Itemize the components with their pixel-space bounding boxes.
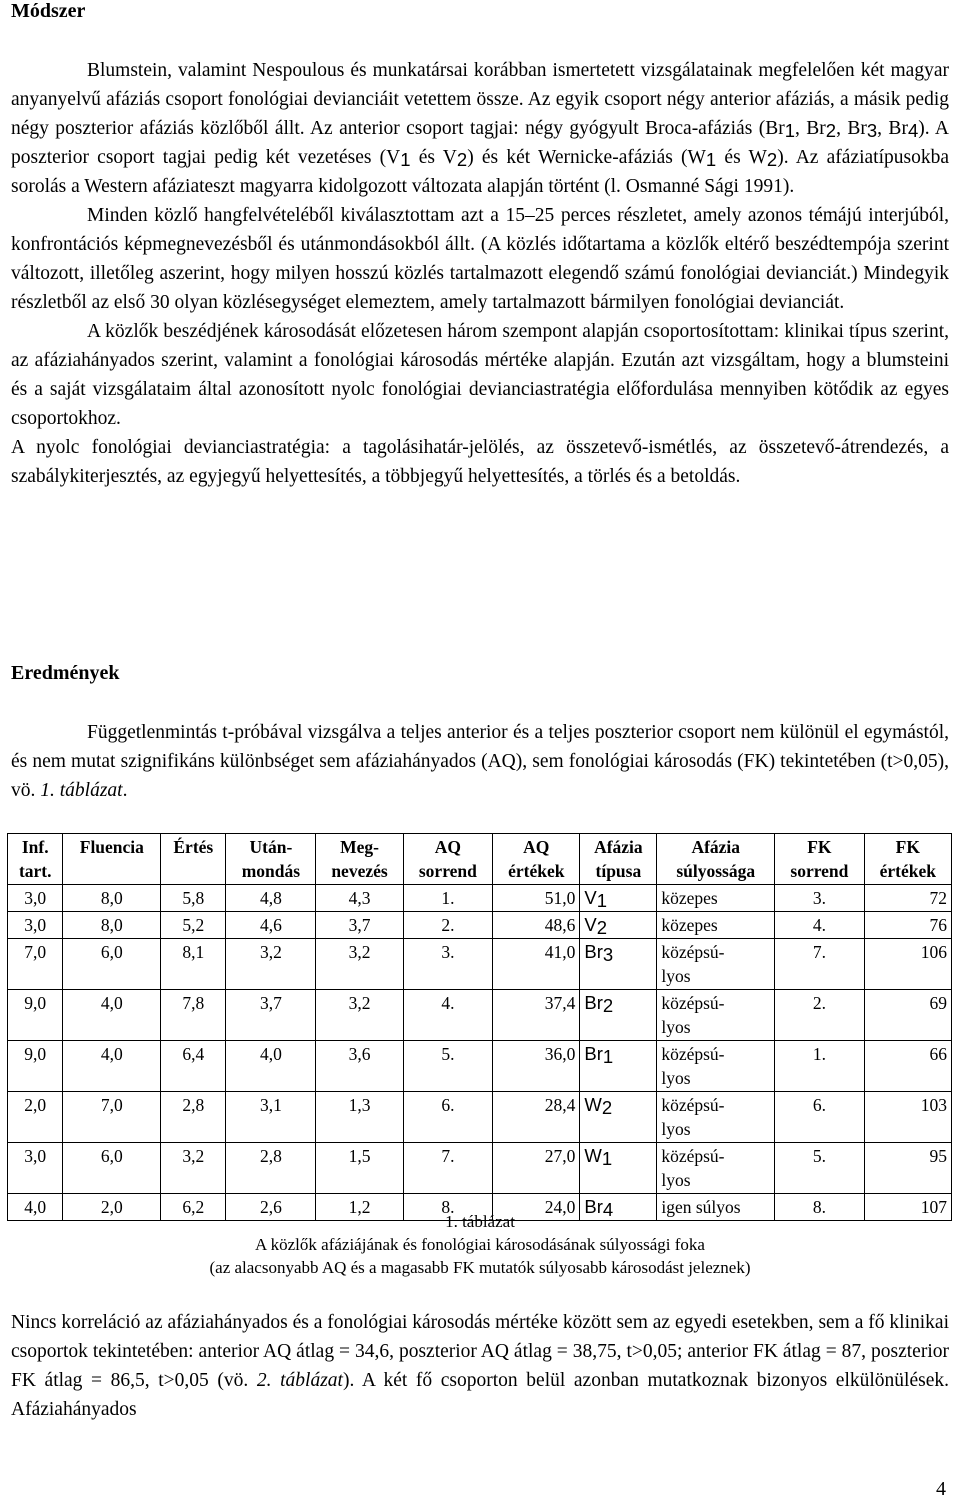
table-cell: 8,1 <box>161 939 226 990</box>
aphasia-type-cell <box>580 1041 657 1092</box>
table-cell: 6,0 <box>63 939 161 990</box>
table-cell: 4,8 <box>226 885 316 912</box>
column-header-line: FK <box>807 837 832 857</box>
severity-cell <box>657 939 775 990</box>
results-text <box>11 1308 949 1424</box>
column-header-line: típusa <box>595 861 642 881</box>
table-cell: 7,0 <box>8 939 63 990</box>
column-header <box>864 834 951 885</box>
table-caption-title: A közlők afáziájának és fonológiai károsodásának súlyossági foka <box>255 1235 705 1254</box>
aphasia-type-label: V <box>584 887 597 908</box>
table-cell: 4,6 <box>226 912 316 939</box>
column-header-line: Afázia <box>594 837 643 857</box>
table-row <box>8 990 952 1041</box>
fk-value-cell: 95 <box>864 1143 951 1194</box>
aq-rank-cell: 4. <box>403 990 492 1041</box>
severity-line: lyos <box>661 1119 691 1139</box>
column-header-line: nevezés <box>331 861 388 881</box>
table-cell: 6,2 <box>161 1194 226 1221</box>
severity-line: közepes <box>661 888 718 908</box>
table-cell: 6,4 <box>161 1041 226 1092</box>
fk-rank-cell: 4. <box>775 912 864 939</box>
aq-value-cell: 24,0 <box>493 1194 580 1221</box>
table-cell: 2,6 <box>226 1194 316 1221</box>
fk-value-cell: 69 <box>864 990 951 1041</box>
table-reference: 1. táblázat <box>40 780 123 801</box>
table-cell: 3,0 <box>8 912 63 939</box>
table-row <box>8 1041 952 1092</box>
fk-rank-cell: 7. <box>775 939 864 990</box>
column-header-line: AQ <box>523 837 550 857</box>
column-header <box>226 834 316 885</box>
table-cell: 2,0 <box>8 1092 63 1143</box>
fk-rank-cell: 8. <box>775 1194 864 1221</box>
severity-line: lyos <box>661 1017 691 1037</box>
table-cell: 4,0 <box>8 1194 63 1221</box>
column-header-line: FK <box>895 837 920 857</box>
aq-rank-cell: 5. <box>403 1041 492 1092</box>
aq-rank-cell: 2. <box>403 912 492 939</box>
page-number: 4 <box>936 1478 946 1500</box>
aq-value-cell: 37,4 <box>493 990 580 1041</box>
table-header <box>8 834 952 885</box>
column-header-line: sorrend <box>790 861 849 881</box>
table-cell: 2,8 <box>226 1143 316 1194</box>
method-paragraph-3: A közlők beszédjének károsodását előzetesen három szempont alapján csoportosítottam: klinikai típus szerint, az afáziahányados szerint, valamint a fonológiai károsodás mértéke alapján. Ezután azt vizsgáltam, hogy a blumsteini és a saját vizsgálataim által azonosított nyolc fonológiai devianciastratégia előfordulása mennyiben kötődik az egyes csoportokhoz. <box>11 321 949 429</box>
table-row <box>8 912 952 939</box>
severity-cell <box>657 1041 775 1092</box>
table-cell: 1,5 <box>316 1143 403 1194</box>
fk-rank-cell: 6. <box>775 1092 864 1143</box>
severity-line: középsú- <box>661 1146 725 1166</box>
aphasia-type-label: V <box>584 914 597 935</box>
table-cell: 5,2 <box>161 912 226 939</box>
aq-value-cell: 36,0 <box>493 1041 580 1092</box>
column-header <box>8 834 63 885</box>
aphasia-type-cell <box>580 939 657 990</box>
column-header <box>316 834 403 885</box>
severity-cell <box>657 1092 775 1143</box>
severity-cell <box>657 912 775 939</box>
column-header <box>403 834 492 885</box>
aq-rank-cell: 1. <box>403 885 492 912</box>
severity-cell <box>657 885 775 912</box>
table-cell: 7,0 <box>63 1092 161 1143</box>
column-header <box>580 834 657 885</box>
column-header-line: súlyossága <box>676 861 756 881</box>
column-header-line: AQ <box>434 837 461 857</box>
table-cell: 3,2 <box>316 990 403 1041</box>
aphasia-type-cell <box>580 990 657 1041</box>
column-header-line: értékek <box>508 861 565 881</box>
table-cell: 2,0 <box>63 1194 161 1221</box>
table-cell: 2,8 <box>161 1092 226 1143</box>
table-caption-number: 1. táblázat <box>445 1212 515 1231</box>
results-intro <box>11 718 949 805</box>
aphasia-type-index: 2 <box>602 995 614 1016</box>
table-cell: 3,7 <box>316 912 403 939</box>
column-header-line: Meg- <box>340 837 379 857</box>
method-paragraph-2: Minden közlő hangfelvételéből kiválasztottam azt a 15–25 perces részletet, amely azonos témájú interjúból, konfrontációs képmegnevezésből és utánmondásokból állt. (A közlés időtartama a közlők eltérő beszédtempója szerint változott, illetőleg aszerint, hogy milyen hosszú közlés tartalmazott elegendő számú fonológiai devianciát.) Mindegyik részletből az első 30 olyan közlésegységet elemeztem, amely tartalmazott bármilyen fonológiai devianciát. <box>11 205 949 313</box>
column-header-line: Fluencia <box>79 837 144 857</box>
aphasia-type-label: W <box>584 1094 602 1115</box>
severity-line: középsú- <box>661 993 725 1013</box>
aq-rank-cell: 8. <box>403 1194 492 1221</box>
aphasia-type-cell <box>580 1143 657 1194</box>
table-cell: 5,8 <box>161 885 226 912</box>
aphasia-type-index: 2 <box>601 1097 613 1118</box>
table-body <box>8 885 952 1221</box>
table-row <box>8 1092 952 1143</box>
table-cell: 3,2 <box>316 939 403 990</box>
aq-rank-cell: 7. <box>403 1143 492 1194</box>
fk-rank-cell: 5. <box>775 1143 864 1194</box>
column-header-line: tart. <box>18 861 52 881</box>
table-cell: 3,2 <box>226 939 316 990</box>
method-text <box>11 56 949 491</box>
severity-line: középsú- <box>661 1095 725 1115</box>
column-header <box>775 834 864 885</box>
section-title-results: Eredmények <box>11 662 120 684</box>
method-paragraph-1: Blumstein, valamint Nespoulous és munkatársai korábban ismertetett vizsgálatainak megfelelően két magyar anyanyelvű afáziás csoport fonológiai devianciáit vetettem össze. Az egyik csoport négy anterior afáziás, a másik pedig négy poszterior afáziás közlőből állt. Az anterior csoport tagjai: négy gyógyult Broca-afáziás ($Br_1$, $Br_2$, $Br_3$, $Br_4$). A poszterior csoport tagjai pedig két vezetéses ($V_1$ és $V_2$) és két Wernicke-afáziás ($W_1$ és $W_2$). Az afáziatípusokba sorolás a Western afáziateszt magyarra kidolgozott változata alapján történt (l. Osmanné Sági 1991). <box>11 60 950 197</box>
results-paragraph-2: Nincs korreláció az afáziahányados és a fonológiai károsodás mértéke között sem az egyedi esetekben, sem a fő klinikai csoportok tekintetében: anterior AQ átlag = 34,6, poszterior AQ átlag = 38,75, t>0,05; anterior FK átlag = 87, poszterior FK átlag = 86,5, t>0,05 (vö. 2. táblázat). A két fő csoporton belül azonban mutatkoznak bizonyos elkülönülések. Afáziahányados <box>11 1312 949 1420</box>
table-cell: 3,1 <box>226 1092 316 1143</box>
table-cell: 3,0 <box>8 885 63 912</box>
severity-cell <box>657 990 775 1041</box>
table-row <box>8 885 952 912</box>
severity-line: lyos <box>661 966 691 986</box>
table-cell: 4,0 <box>226 1041 316 1092</box>
fk-rank-cell: 3. <box>775 885 864 912</box>
aq-value-cell: 27,0 <box>493 1143 580 1194</box>
column-header <box>493 834 580 885</box>
aq-value-cell: 28,4 <box>493 1092 580 1143</box>
severity-line: lyos <box>661 1068 691 1088</box>
fk-value-cell: 66 <box>864 1041 951 1092</box>
column-header-line: Után- <box>249 837 293 857</box>
table-cell: 3,7 <box>226 990 316 1041</box>
fk-rank-cell: 2. <box>775 990 864 1041</box>
aphasia-type-cell <box>580 912 657 939</box>
results-paragraph-1: Függetlenmintás t-próbával vizsgálva a teljes anterior és a teljes poszterior csoport nem különül el egymástól, és nem mutat szignifikáns különbséget sem afáziahányados (AQ), sem fonológiai károsodás (FK) tekintetében (t>0,05), vö. 1. táblázat. <box>11 722 949 801</box>
aphasia-type-index: 1 <box>596 890 608 911</box>
aphasia-type-label: Br <box>584 1043 603 1064</box>
aphasia-type-index: 4 <box>602 1199 614 1220</box>
column-header-line <box>67 859 156 883</box>
column-header-line: értékek <box>879 861 936 881</box>
table-cell: 1,2 <box>316 1194 403 1221</box>
table-cell: 8,0 <box>63 912 161 939</box>
column-header <box>657 834 775 885</box>
table-cell: 1,3 <box>316 1092 403 1143</box>
aq-value-cell: 48,6 <box>493 912 580 939</box>
aq-rank-cell: 6. <box>403 1092 492 1143</box>
table-cell: 3,0 <box>8 1143 63 1194</box>
table-caption <box>0 1210 960 1279</box>
aphasia-type-index: 1 <box>602 1046 614 1067</box>
aphasia-type-label: Br <box>584 941 603 962</box>
severity-cell <box>657 1143 775 1194</box>
table-cell: 8,0 <box>63 885 161 912</box>
aphasia-type-cell <box>580 885 657 912</box>
table-cell: 4,0 <box>63 1041 161 1092</box>
fk-value-cell: 72 <box>864 885 951 912</box>
aphasia-type-label: Br <box>584 1196 603 1217</box>
aphasia-type-index: 1 <box>601 1148 613 1169</box>
severity-line: igen súlyos <box>661 1197 741 1217</box>
aphasia-type-cell <box>580 1092 657 1143</box>
aq-value-cell: 41,0 <box>493 939 580 990</box>
severity-line: középsú- <box>661 942 725 962</box>
table-cell: 7,8 <box>161 990 226 1041</box>
aphasia-type-index: 2 <box>596 917 608 938</box>
severity-line: lyos <box>661 1170 691 1190</box>
table-cell: 9,0 <box>8 1041 63 1092</box>
table-caption-note: (az alacsonyabb AQ és a magasabb FK mutatók súlyosabb károsodást jeleznek) <box>209 1258 751 1277</box>
table-cell: 3,2 <box>161 1143 226 1194</box>
column-header <box>63 834 161 885</box>
table-cell: 4,3 <box>316 885 403 912</box>
section-title-method: Módszer <box>11 0 86 22</box>
results-table <box>7 833 952 1221</box>
fk-value-cell: 76 <box>864 912 951 939</box>
aphasia-type-label: Br <box>584 992 603 1013</box>
table-row <box>8 939 952 990</box>
aphasia-type-label: W <box>584 1145 602 1166</box>
severity-line: középsú- <box>661 1044 725 1064</box>
column-header-line: Afázia <box>691 837 741 857</box>
table-cell: 6,0 <box>63 1143 161 1194</box>
table-reference-2: 2. táblázat <box>256 1370 343 1391</box>
fk-rank-cell: 1. <box>775 1041 864 1092</box>
column-header-line: Értés <box>173 837 214 857</box>
column-header <box>161 834 226 885</box>
fk-value-cell: 106 <box>864 939 951 990</box>
fk-value-cell: 107 <box>864 1194 951 1221</box>
table-cell: 9,0 <box>8 990 63 1041</box>
severity-line: közepes <box>661 915 718 935</box>
aq-rank-cell: 3. <box>403 939 492 990</box>
aq-value-cell: 51,0 <box>493 885 580 912</box>
column-header-line: sorrend <box>418 861 477 881</box>
column-header-line <box>165 859 221 883</box>
column-header-line: mondás <box>241 861 301 881</box>
aphasia-type-index: 3 <box>602 944 614 965</box>
table-cell: 3,6 <box>316 1041 403 1092</box>
table-cell: 4,0 <box>63 990 161 1041</box>
column-header-line: Inf. <box>21 837 49 857</box>
fk-value-cell: 103 <box>864 1092 951 1143</box>
method-paragraph-4: A nyolc fonológiai devianciastratégia: a tagolásihatár-jelölés, az összetevő-ismétlés, az összetevő-átrendezés, a szabálykiterjesztés, az egyjegyű helyettesítés, a többjegyű helyettesítés, a törlés és a betoldás. <box>11 437 949 487</box>
table-row <box>8 1143 952 1194</box>
